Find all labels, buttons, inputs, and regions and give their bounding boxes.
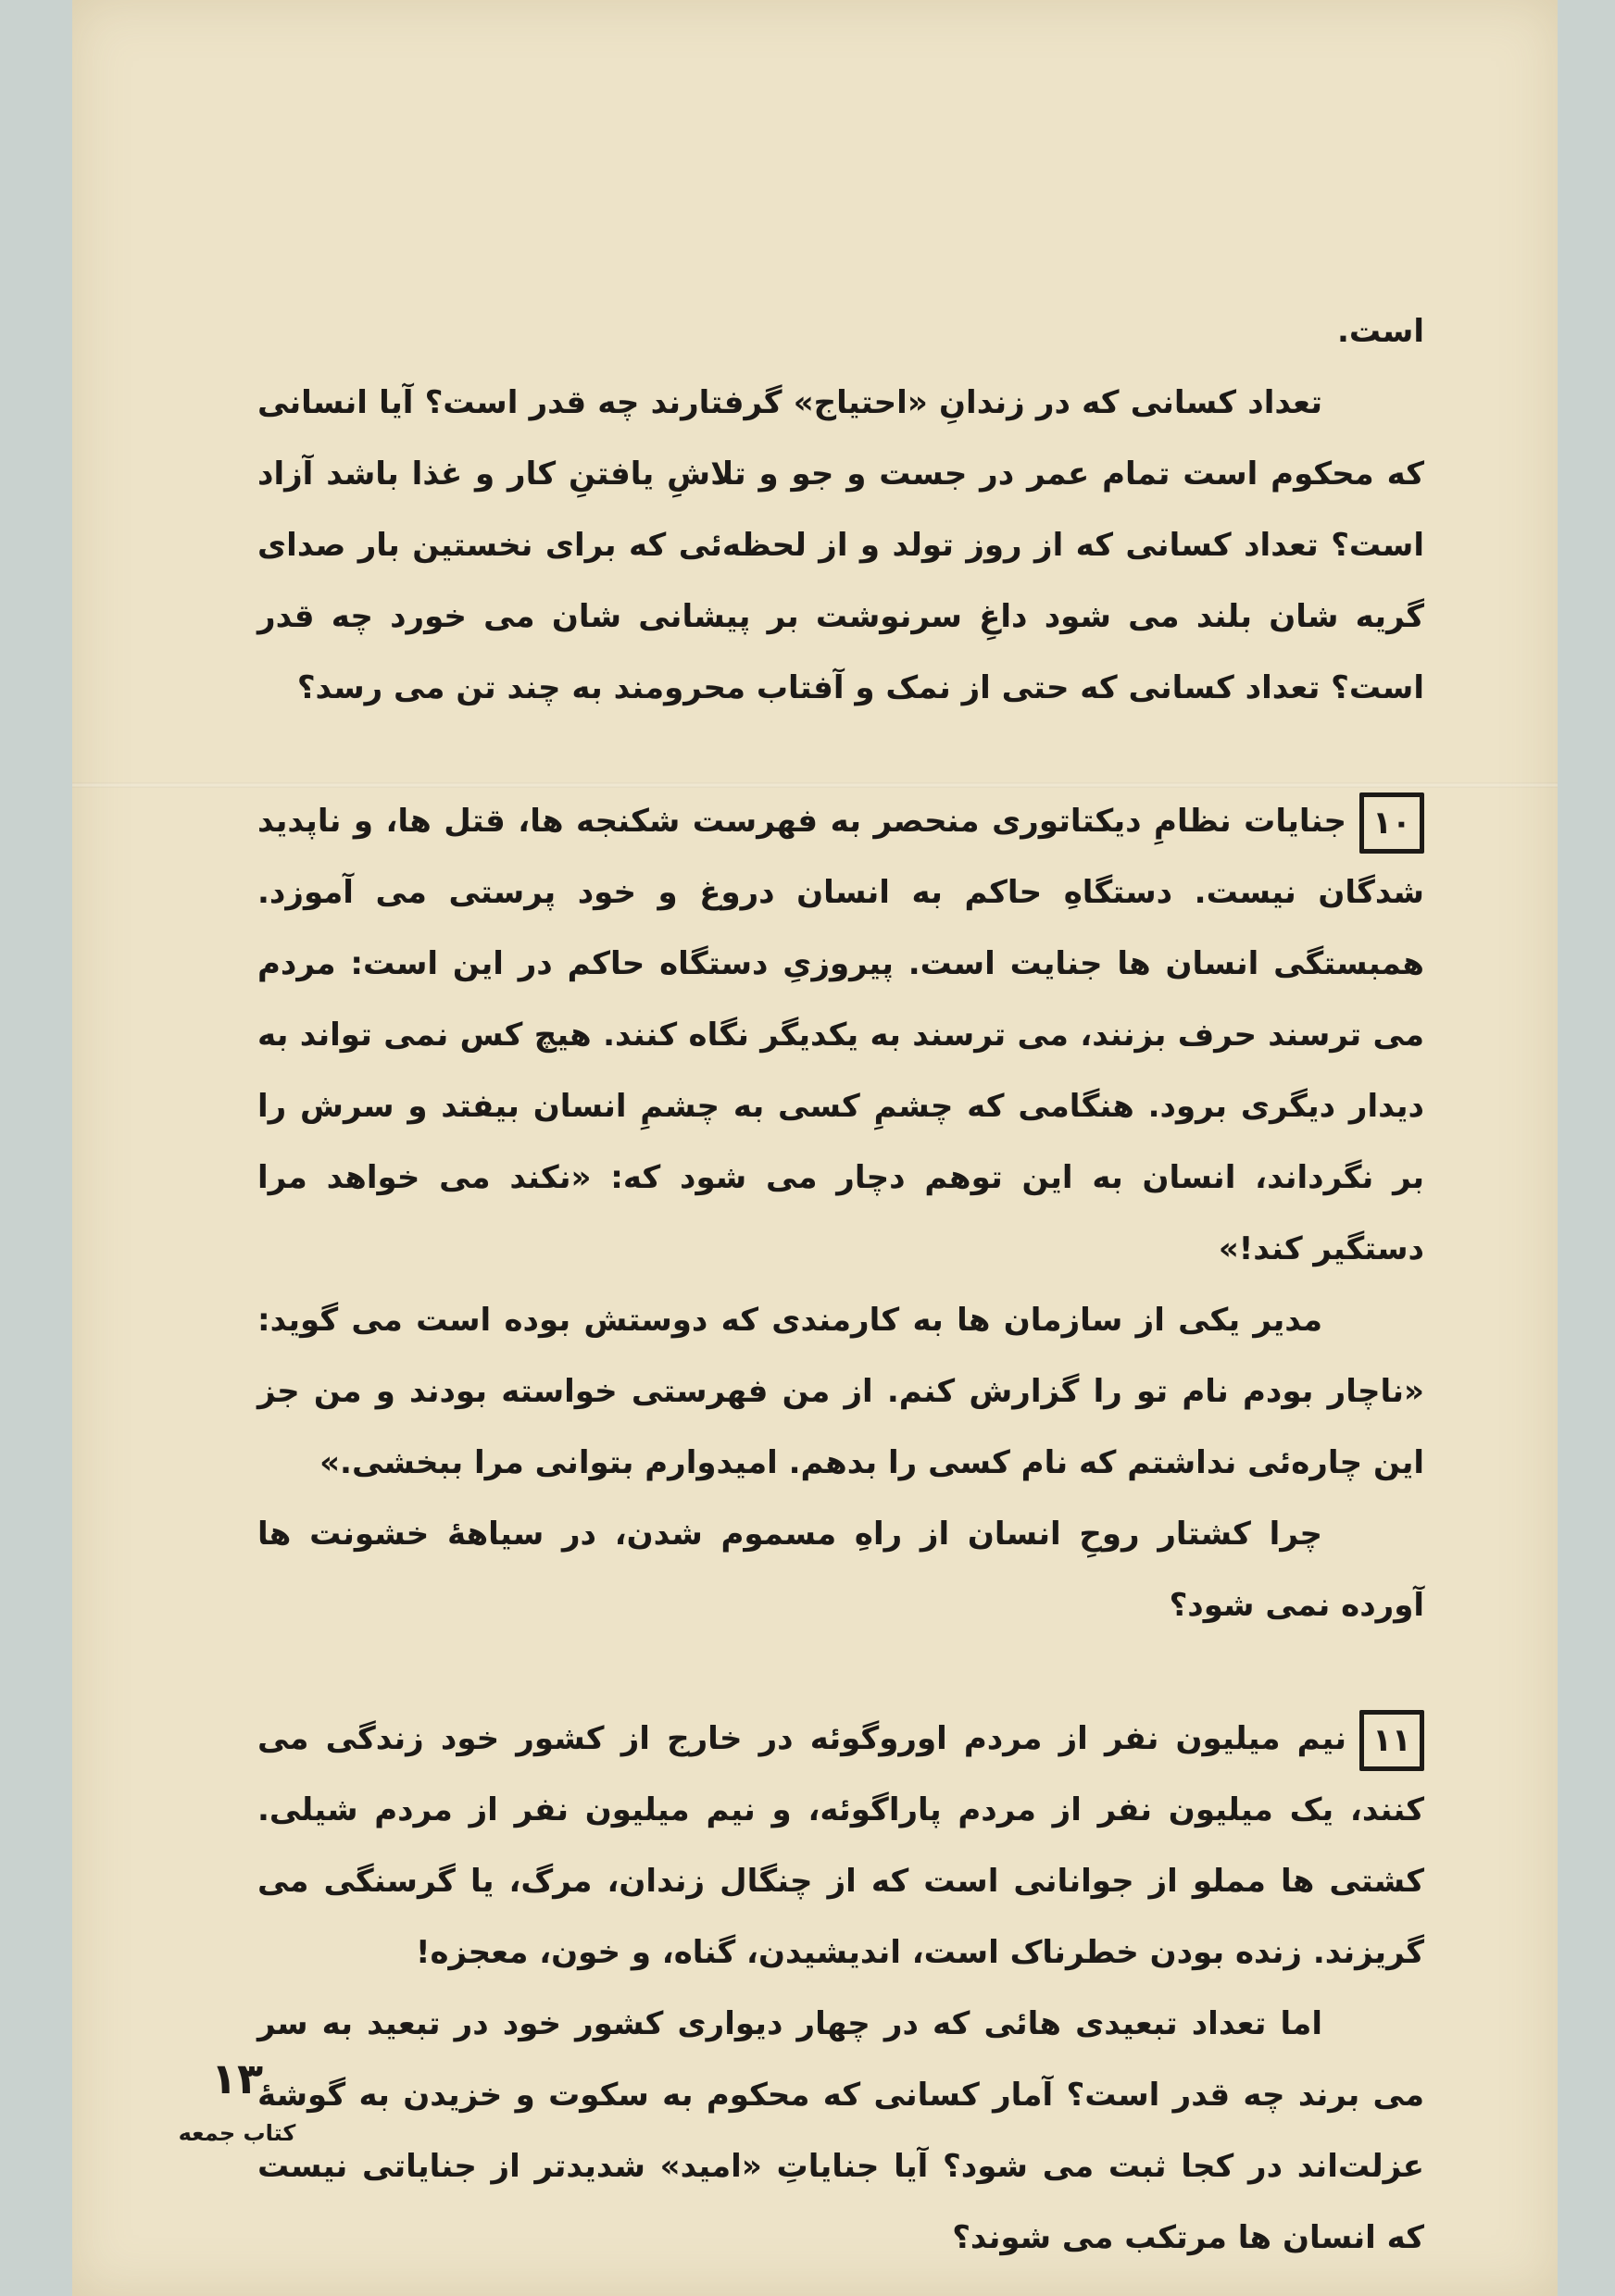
- paragraph-continuation-end: است.: [1337, 313, 1424, 350]
- book-title-footer: کتاب جمعه: [178, 2120, 296, 2146]
- section-10-number-box: ۱۰: [1359, 792, 1424, 854]
- page-number: ۱۳: [210, 2053, 264, 2103]
- section-11-number-box: ۱۱: [1359, 1710, 1424, 1771]
- section-10-paragraph-2: مدیر یکی از سازمان ها به کارمندی که دوستش بوده است می گوید: «ناچار بودم نام تو را گزارش کنم. از من فهرستی خواسته بودند و من جز این چاره‌ئی نداشتم که نام کسی را بدهم. امیدوارم بتوانی مرا ببخشی.»: [257, 1302, 1424, 1481]
- section-11-text-1: نیم میلیون نفر از مردم اوروگوئه در خارج از کشور خود زندگی می کنند، یک میلیون نفر از مردم پاراگوئه، و نیم میلیون نفر از مردم شیلی. کشتی ها مملو از جوانانی است که از چنگال زندان، مرگ، یا گرسنگی می گریزند. زنده بودن خطرناک است، اندیشیدن، گناه، و خون، معجزه!: [257, 1720, 1424, 1971]
- section-10-text-1: جنایات نظامِ دیکتاتوری منحصر به فهرست شکنجه ها، قتل ها، و ناپدید شدگان نیست. دستگاهِ حاکم به انسان دروغ و خود پرستی می آموزد. همبستگی انسان ها جنایت است. پیروزیِ دستگاه حاکم در این است: مردم می ترسند حرف بزنند، می ترسند به یکدیگر نگاه کنند. هیچ کس نمی تواند به دیدار دیگری برود. هنگامی که چشمِ کسی به چشمِ انسان بیفتد و سرش را بر نگرداند، انسان به این توهم دچار می شود که: «نکند می خواهد مرا دستگیر کند!»: [257, 803, 1424, 1267]
- section-11: [257, 1703, 1424, 2274]
- section-11-paragraph-1: [257, 1703, 1424, 1989]
- section-10-paragraph-1: [257, 786, 1424, 1285]
- article-body: [257, 296, 1424, 2274]
- section-10-paragraph-3: چرا کشتار روحِ انسان از راهِ مسموم شدن، در سیاههٔ خشونت ها آورده نمی شود؟: [257, 1516, 1424, 1624]
- scanned-page: [72, 0, 1558, 2296]
- section-10: [257, 786, 1424, 1641]
- paragraph-need-prisoners: تعداد کسانی که در زندانِ «احتیاج» گرفتارند چه قدر است؟ آیا انسانی که محکوم است تمام عمر در جست و جو و تلاشِ یافتنِ کار و غذا باشد آزاد است؟ تعداد کسانی که از روز تولد و از لحظه‌ئی که برای نخستین بار صدای گریه شان بلند می شود داغِ سرنوشت بر پیشانی شان می خورد چه قدر است؟ تعداد کسانی که حتی از نمک و آفتاب محرومند به چند تن می رسد؟: [257, 384, 1424, 706]
- section-11-paragraph-2: اما تعداد تبعیدی هائی که در چهار دیواری کشور خود در تبعید به سر می برند چه قدر است؟ آمار کسانی که محکوم به سکوت و خزیدن به گوشهٔ عزلت‌اند در کجا ثبت می شود؟ آیا جنایاتِ «امید» شدیدتر از جنایاتی نیست که انسان ها مرتکب می شوند؟: [257, 2005, 1424, 2256]
